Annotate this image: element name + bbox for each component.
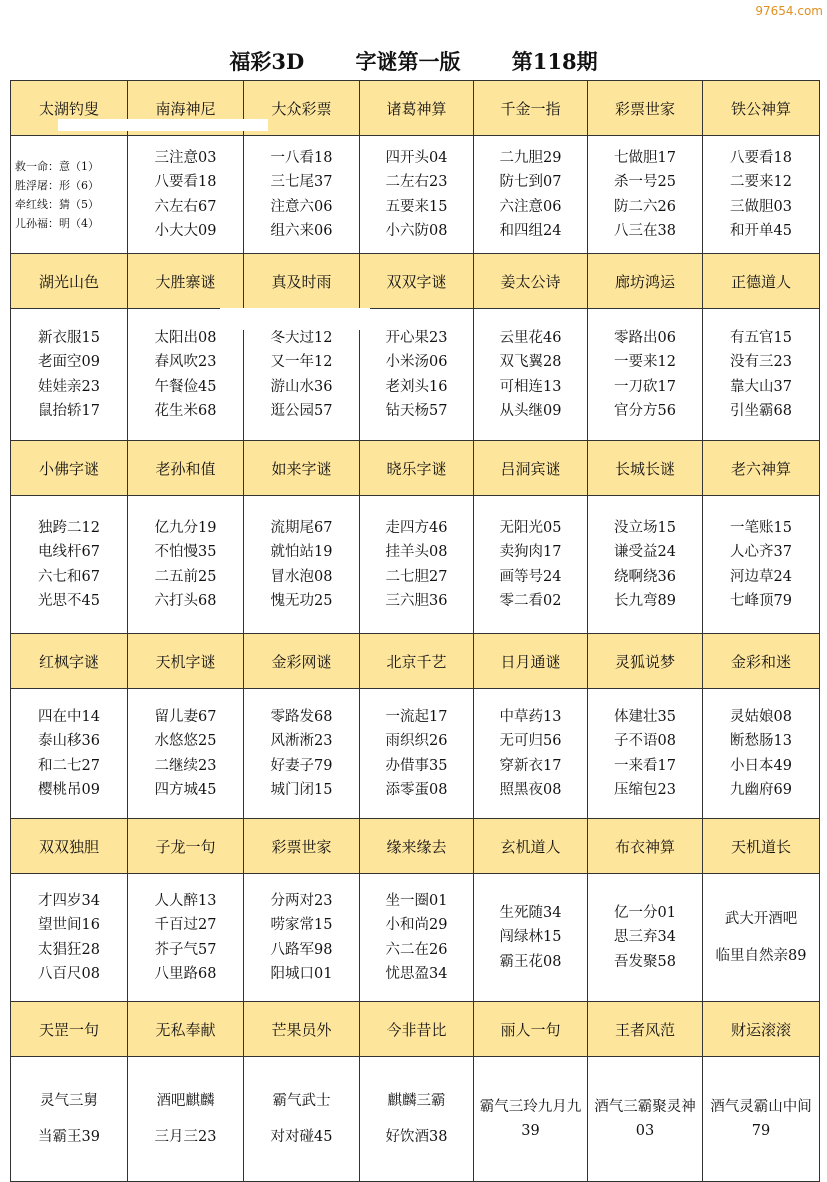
title-edition: 字谜第一版 xyxy=(355,49,461,74)
riddle-line: 从头继09 xyxy=(499,403,562,419)
riddle-line: 人人醉13 xyxy=(154,892,217,909)
riddle-line: 子不语08 xyxy=(614,733,676,749)
prediction-cell xyxy=(474,309,588,441)
riddle-line: 挂羊头08 xyxy=(385,544,448,560)
riddle-line: 三六胆36 xyxy=(385,593,448,609)
scan-blot xyxy=(58,119,268,131)
riddle-line: 有五官15 xyxy=(730,329,792,346)
column-header: 双双独胆 xyxy=(11,819,128,874)
riddle-line: 办借事35 xyxy=(385,757,448,774)
riddle-line: 四在中14 xyxy=(38,708,100,725)
column-header: 彩票世家 xyxy=(244,819,360,874)
prediction-cell xyxy=(703,874,820,1002)
prediction-cell xyxy=(244,689,360,819)
header-row xyxy=(11,441,820,496)
column-header: 小佛字谜 xyxy=(11,441,128,496)
riddle-line: 长九弯89 xyxy=(614,593,676,609)
prediction-cell xyxy=(244,136,360,254)
riddle-line: 四方城45 xyxy=(154,782,217,798)
prediction-cell xyxy=(360,1057,474,1182)
riddle-line: 泰山移36 xyxy=(38,733,100,749)
riddle-line: 春风吹23 xyxy=(154,354,217,370)
riddle-line: 中草药13 xyxy=(499,708,562,725)
riddle-line: 一要来12 xyxy=(614,354,676,370)
column-header: 财运滚滚 xyxy=(703,1002,820,1057)
prediction-cell xyxy=(474,1057,588,1182)
header-row xyxy=(11,819,820,874)
column-header: 今非昔比 xyxy=(360,1002,474,1057)
riddle-line: 没立场15 xyxy=(614,519,676,536)
riddle-line: 当霸王39 xyxy=(38,1129,100,1145)
riddle-line: 一笔账15 xyxy=(730,519,792,536)
riddle-line: 八要看18 xyxy=(154,174,217,190)
title-issue-number: 第118期 xyxy=(511,49,598,74)
prediction-cell xyxy=(474,136,588,254)
prediction-cell xyxy=(703,689,820,819)
prediction-cell xyxy=(588,874,703,1002)
prediction-cell xyxy=(11,689,128,819)
riddle-line: 三七尾37 xyxy=(270,174,333,190)
riddle-line: 一刀砍17 xyxy=(614,378,676,395)
prediction-cell xyxy=(703,136,820,254)
column-header: 子龙一句 xyxy=(128,819,244,874)
riddle-line: 冬大过12 xyxy=(270,329,333,346)
column-header: 正德道人 xyxy=(703,254,820,309)
prediction-cell xyxy=(128,689,244,819)
column-header: 红枫字谜 xyxy=(11,634,128,689)
prediction-cell xyxy=(128,1057,244,1182)
riddle-line: 留儿妻67 xyxy=(154,708,217,725)
column-header: 廊坊鸿运 xyxy=(588,254,703,309)
riddle-line: 二九胆29 xyxy=(499,149,562,166)
column-header: 铁公神算 xyxy=(703,81,820,136)
riddle-line: 酒吧麒麟 xyxy=(156,1092,215,1109)
riddle-line: 芥子气57 xyxy=(154,941,217,958)
prediction-cell xyxy=(128,136,244,254)
prediction-cell xyxy=(474,689,588,819)
prediction-cell xyxy=(360,309,474,441)
prediction-cell xyxy=(360,496,474,634)
prediction-row xyxy=(11,874,820,1002)
riddle-line: 可相连13 xyxy=(499,378,562,395)
riddle-line: 太猖狂28 xyxy=(38,941,100,958)
column-header: 彩票世家 xyxy=(588,81,703,136)
column-header: 天机字谜 xyxy=(128,634,244,689)
prediction-cell xyxy=(588,689,703,819)
riddle-line: 小六防08 xyxy=(385,223,448,239)
prediction-cell xyxy=(360,874,474,1002)
riddle-line: 二继续23 xyxy=(154,757,217,774)
prediction-cell xyxy=(588,1057,703,1182)
prediction-cell xyxy=(703,1057,820,1182)
prediction-cell xyxy=(128,874,244,1002)
riddle-line: 二五前25 xyxy=(154,568,217,585)
site-watermark: 97654.com xyxy=(755,4,823,18)
riddle-line: 生死随34 xyxy=(499,904,562,921)
riddle-line: 谦受益24 xyxy=(614,544,676,560)
riddle-line: 防二六26 xyxy=(614,198,676,215)
riddle-line: 独跨二12 xyxy=(38,519,100,536)
riddle-line: 组六来06 xyxy=(270,223,333,239)
column-header: 北京千艺 xyxy=(360,634,474,689)
riddle-line: 走四方46 xyxy=(385,519,448,536)
riddle-line: 又一年12 xyxy=(270,354,333,370)
riddle-line: 二要来12 xyxy=(730,174,792,190)
riddle-line: 断愁肠13 xyxy=(730,733,792,749)
riddle-line: 太阳出08 xyxy=(154,329,217,346)
prediction-row xyxy=(11,496,820,634)
column-header: 灵狐说梦 xyxy=(588,634,703,689)
riddle-line: 八三在38 xyxy=(614,223,676,239)
riddle-line: 零路发68 xyxy=(270,708,333,725)
column-header: 王者风范 xyxy=(588,1002,703,1057)
column-header: 天罡一句 xyxy=(11,1002,128,1057)
riddle-line: 樱桃吊09 xyxy=(38,782,100,798)
riddle-line: 才四岁34 xyxy=(38,892,100,909)
riddle-line: 雨织织26 xyxy=(385,733,448,749)
riddle-line: 亿九分19 xyxy=(154,519,217,536)
riddle-line: 绕啊绕36 xyxy=(614,568,676,585)
column-header: 日月通谜 xyxy=(474,634,588,689)
column-header: 老六神算 xyxy=(703,441,820,496)
column-header: 老孙和值 xyxy=(128,441,244,496)
prediction-cell xyxy=(244,1057,360,1182)
header-row xyxy=(11,1002,820,1057)
prediction-cell xyxy=(244,874,360,1002)
riddle-line: 六七和67 xyxy=(38,568,100,585)
riddle-line: 酒气灵霸山中间79 xyxy=(710,1099,812,1139)
riddle-line: 霸气武士 xyxy=(272,1092,331,1109)
column-header: 丽人一句 xyxy=(474,1002,588,1057)
column-header: 天机道长 xyxy=(703,819,820,874)
riddle-line: 河边草24 xyxy=(730,568,792,585)
riddle-line: 小米汤06 xyxy=(385,354,448,370)
riddle-line: 三注意03 xyxy=(154,149,217,166)
prediction-cell xyxy=(11,309,128,441)
riddle-line: 午餐俭45 xyxy=(154,378,217,395)
riddle-line: 八里路68 xyxy=(154,966,217,982)
riddle-line: 风淅淅23 xyxy=(270,733,333,749)
riddle-line: 一来看17 xyxy=(614,757,676,774)
column-header: 大众彩票 xyxy=(244,81,360,136)
page-title xyxy=(0,46,827,76)
column-header: 大胜寨谜 xyxy=(128,254,244,309)
riddle-line: 水悠悠25 xyxy=(154,733,217,749)
riddle-line: 坐一圈01 xyxy=(385,892,448,909)
riddle-line: 钻天杨57 xyxy=(385,403,448,419)
prediction-row xyxy=(11,689,820,819)
column-header: 太湖钓叟 xyxy=(11,81,128,136)
riddle-line: 光思不45 xyxy=(38,593,100,609)
riddle-line: 亿一分01 xyxy=(614,904,676,921)
riddle-line: 照黑夜08 xyxy=(499,782,562,798)
riddle-line: 分两对23 xyxy=(270,892,333,909)
riddle-line: 小大大09 xyxy=(154,223,217,239)
riddle-line: 八百尺08 xyxy=(38,966,100,982)
riddle-line: 穿新衣17 xyxy=(499,757,562,774)
riddle-line: 忧思盈34 xyxy=(385,966,448,982)
riddle-line: 花生米68 xyxy=(154,403,217,419)
prediction-cell xyxy=(11,1057,128,1182)
riddle-line: 老刘头16 xyxy=(385,378,448,395)
column-header: 无私奉献 xyxy=(128,1002,244,1057)
riddle-line: 武大开酒吧 xyxy=(724,911,798,927)
riddle-line: 闯绿林15 xyxy=(499,929,562,946)
prediction-cell xyxy=(703,496,820,634)
riddle-line: 对对碰45 xyxy=(270,1129,333,1145)
header-row xyxy=(11,254,820,309)
column-header: 千金一指 xyxy=(474,81,588,136)
riddle-line: 无可归56 xyxy=(499,733,562,749)
riddle-line: 添零蛋08 xyxy=(385,782,448,798)
scan-blot xyxy=(220,308,370,330)
riddle-line: 临里自然亲89 xyxy=(715,947,807,964)
riddle-line: 杀一号25 xyxy=(614,174,676,190)
prediction-cell xyxy=(128,496,244,634)
riddle-line: 和二七27 xyxy=(38,757,100,774)
riddle-line: 小日本49 xyxy=(730,757,792,774)
riddle-line: 小和尚29 xyxy=(385,917,448,933)
column-header: 南海神尼 xyxy=(128,81,244,136)
riddle-line: 六打头68 xyxy=(154,593,217,609)
riddle-line: 和四组24 xyxy=(499,223,562,239)
riddle-line: 唠家常15 xyxy=(270,917,333,933)
riddle-table xyxy=(10,80,820,1182)
riddle-line: 千百过27 xyxy=(154,917,217,933)
riddle-line: 八路军98 xyxy=(270,941,333,958)
riddle-line: 牵红线：猜（5） xyxy=(15,197,99,211)
riddle-line: 和开单45 xyxy=(730,223,792,239)
riddle-line: 三做胆03 xyxy=(730,198,792,215)
column-header: 金彩和迷 xyxy=(703,634,820,689)
riddle-line: 开心果23 xyxy=(385,329,448,346)
riddle-line: 八要看18 xyxy=(730,149,792,166)
riddle-line: 零路出06 xyxy=(614,329,676,346)
column-header: 诸葛神算 xyxy=(360,81,474,136)
prediction-cell xyxy=(11,136,128,254)
riddle-line: 阳城口01 xyxy=(270,966,333,982)
riddle-line: 电线杆67 xyxy=(38,544,100,560)
prediction-cell xyxy=(360,689,474,819)
riddle-line: 画等号24 xyxy=(499,568,562,585)
prediction-row xyxy=(11,309,820,441)
column-header: 真及时雨 xyxy=(244,254,360,309)
riddle-line: 救一命：意（1） xyxy=(15,159,99,173)
riddle-line: 城门闭15 xyxy=(270,782,333,798)
riddle-line: 注意六06 xyxy=(270,198,333,215)
column-header: 缘来缘去 xyxy=(360,819,474,874)
header-row xyxy=(11,634,820,689)
riddle-line: 三月三23 xyxy=(154,1129,217,1145)
riddle-line: 望世间16 xyxy=(38,917,100,933)
riddle-line: 人心齐37 xyxy=(730,544,792,560)
riddle-line: 新衣服15 xyxy=(38,329,100,346)
column-header: 晓乐字谜 xyxy=(360,441,474,496)
riddle-line: 二左右23 xyxy=(385,174,448,190)
riddle-line: 六左右67 xyxy=(154,198,217,215)
riddle-line: 云里花46 xyxy=(499,329,562,346)
riddle-line: 没有三23 xyxy=(730,354,792,370)
column-header: 玄机道人 xyxy=(474,819,588,874)
riddle-line: 七做胆17 xyxy=(614,149,676,166)
prediction-cell xyxy=(588,309,703,441)
riddle-line: 卖狗肉17 xyxy=(499,544,562,560)
prediction-cell xyxy=(474,496,588,634)
riddle-line: 游山水36 xyxy=(270,378,333,395)
riddle-line: 双飞翼28 xyxy=(499,354,562,370)
riddle-line: 鼠抬轿17 xyxy=(38,403,100,419)
riddle-line: 一流起17 xyxy=(385,708,448,725)
riddle-line: 无阳光05 xyxy=(499,519,562,536)
riddle-line: 体建壮35 xyxy=(614,708,676,725)
riddle-line: 麒麟三霸 xyxy=(387,1092,446,1109)
riddle-line: 六二在26 xyxy=(385,941,448,958)
riddle-line: 不怕慢35 xyxy=(154,544,217,560)
column-header: 湖光山色 xyxy=(11,254,128,309)
riddle-line: 四开头04 xyxy=(385,149,448,166)
prediction-cell xyxy=(360,136,474,254)
riddle-line: 就怕站19 xyxy=(270,544,333,560)
title-lottery-name: 福彩3D xyxy=(229,49,305,74)
riddle-line: 娃娃亲23 xyxy=(38,378,100,395)
riddle-line: 零二看02 xyxy=(499,593,562,609)
riddle-line: 吾发聚58 xyxy=(614,953,676,970)
prediction-cell xyxy=(588,496,703,634)
riddle-line: 靠大山37 xyxy=(730,378,792,395)
prediction-row xyxy=(11,136,820,254)
riddle-line: 思三弃34 xyxy=(614,929,676,946)
riddle-line: 压缩包23 xyxy=(614,782,676,798)
riddle-line: 七峰顶79 xyxy=(730,593,792,609)
riddle-line: 酒气三霸聚灵神03 xyxy=(594,1099,696,1139)
riddle-line: 二七胆27 xyxy=(385,568,448,585)
riddle-line: 霸王花08 xyxy=(499,953,562,970)
column-header: 双双字谜 xyxy=(360,254,474,309)
riddle-line: 愧无功25 xyxy=(270,593,333,609)
column-header: 布衣神算 xyxy=(588,819,703,874)
prediction-cell xyxy=(11,874,128,1002)
column-header: 姜太公诗 xyxy=(474,254,588,309)
riddle-line: 胜浮屠：形（6） xyxy=(15,178,99,192)
riddle-line: 好妻子79 xyxy=(270,757,333,774)
column-header: 金彩网谜 xyxy=(244,634,360,689)
riddle-line: 好饮酒38 xyxy=(385,1129,448,1145)
riddle-line: 九幽府69 xyxy=(730,782,792,798)
column-header: 吕洞宾谜 xyxy=(474,441,588,496)
riddle-line: 五要来15 xyxy=(385,198,448,215)
column-header: 如来字谜 xyxy=(244,441,360,496)
riddle-line: 霸气三玲九月九39 xyxy=(479,1099,582,1139)
riddle-line: 一八看18 xyxy=(270,149,333,166)
riddle-line: 老面空09 xyxy=(38,354,100,370)
prediction-cell xyxy=(588,136,703,254)
prediction-cell xyxy=(11,496,128,634)
riddle-line: 流期尾67 xyxy=(270,519,333,536)
column-header: 长城长谜 xyxy=(588,441,703,496)
riddle-line: 引坐霸68 xyxy=(730,403,792,419)
prediction-cell xyxy=(244,496,360,634)
column-header: 芒果员外 xyxy=(244,1002,360,1057)
riddle-line: 灵姑娘08 xyxy=(730,708,792,725)
prediction-row xyxy=(11,1057,820,1182)
riddle-line: 六注意06 xyxy=(499,198,562,215)
prediction-cell xyxy=(703,309,820,441)
riddle-line: 灵气三舅 xyxy=(40,1092,98,1109)
riddle-line: 儿孙福：明（4） xyxy=(15,216,99,230)
prediction-cell xyxy=(474,874,588,1002)
riddle-line: 官分方56 xyxy=(614,403,676,419)
riddle-line: 冒水泡08 xyxy=(270,568,333,585)
riddle-line: 逛公园57 xyxy=(270,403,333,419)
riddle-line: 防七到07 xyxy=(499,174,562,190)
